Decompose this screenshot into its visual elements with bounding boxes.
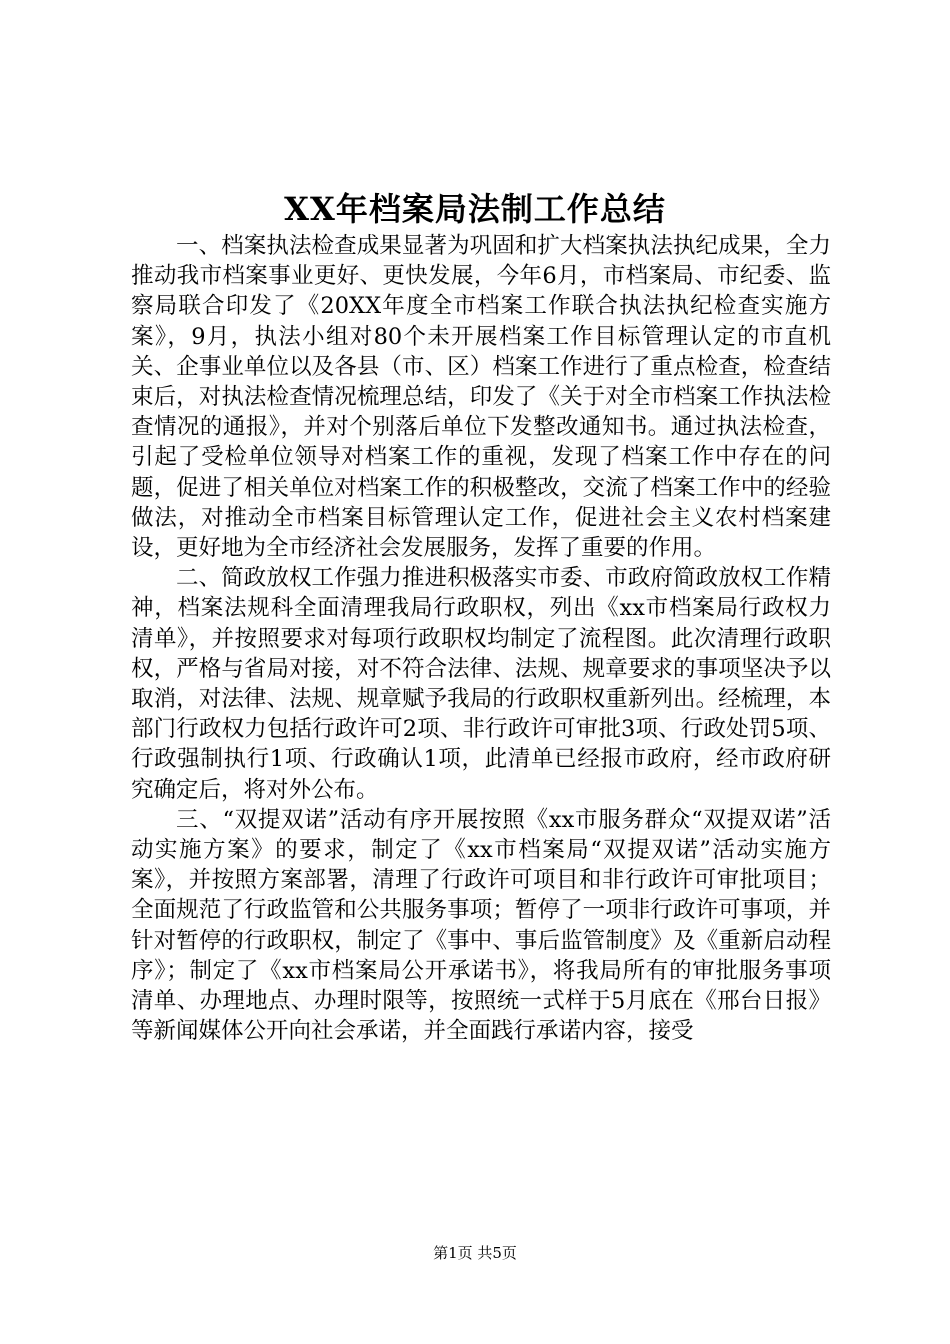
page-number-footer: 第1页 共5页 xyxy=(433,1244,517,1262)
document-title: XX年档案局法制工作总结 xyxy=(284,190,666,228)
paragraph-3: 三、“双提双诺”活动有序开展按照《xx市服务群众“双提双诺”活动实施方案》的要求，制定了《xx市档案局“双提双诺”活动实施方案》，并按照方案部署，清理了行政许可项目和非行政许可审批项目；全面规范了行政监管和公共服务事项；暂停了一项非行政许可事项，并针对暂停的行政职权，制定了《事中、事后监管制度》及《重新启动程序》；制定了《xx市档案局公开承诺书》，将我局所有的审批服务事项清单、办理地点、办理时限等，按照统一式样于5月底在《邢台日报》等新闻媒体公开向社会承诺，并全面践行承诺内容，接受 xyxy=(131,806,831,1045)
document-body xyxy=(131,231,831,1046)
paragraph-1: 一、档案执法检查成果显著为巩固和扩大档案执法执纪成果，全力推动我市档案事业更好、更快发展，今年6月，市档案局、市纪委、监察局联合印发了《20XX年度全市档案工作联合执法执纪检查实施方案》，9月，执法小组对80个未开展档案工作目标管理认定的市直机关、企事业单位以及各县（市、区）档案工作进行了重点检查，检查结束后，对执法检查情况梳理总结，印发了《关于对全市档案工作执法检查情况的通报》，并对个别落后单位下发整改通知书。通过执法检查，引起了受检单位领导对档案工作的重视，发现了档案工作中存在的问题，促进了相关单位对档案工作的积极整改，交流了档案工作中的经验做法，对推动全市档案目标管理认定工作，促进社会主义农村档案建设，更好地为全市经济社会发展服务，发挥了重要的作用。 xyxy=(131,233,831,562)
paragraph-2: 二、简政放权工作强力推进积极落实市委、市政府简政放权工作精神，档案法规科全面清理我局行政职权，列出《xx市档案局行政权力清单》，并按照要求对每项行政职权均制定了流程图。此次清理行政职权，严格与省局对接，对不符合法律、法规、规章要求的事项坚决予以取消，对法律、法规、规章赋予我局的行政职权重新列出。经梳理，本部门行政权力包括行政许可2项、非行政许可审批3项、行政处罚5项、行政强制执行1项、行政确认1项，此清单已经报市政府，经市政府研究确定后，将对外公布。 xyxy=(131,565,831,803)
